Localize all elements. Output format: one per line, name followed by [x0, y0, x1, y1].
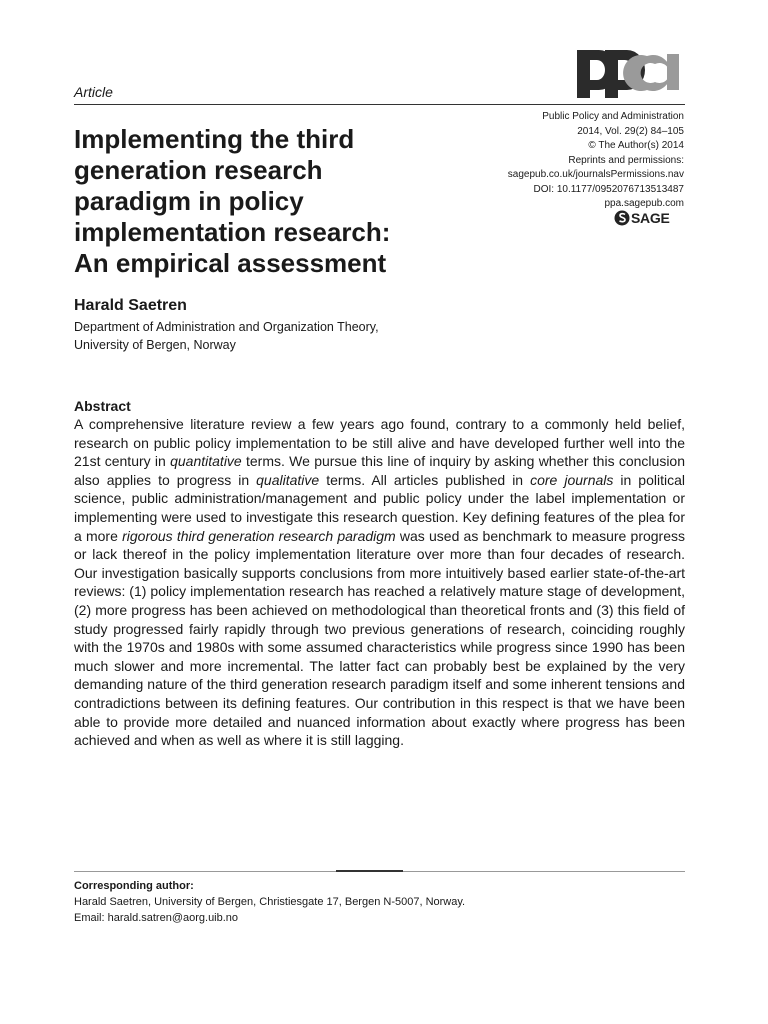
doi-link[interactable]: DOI: 10.1177/0952076713513487 [533, 183, 684, 195]
title-line: implementation research: [74, 217, 391, 247]
affiliation-line: University of Bergen, Norway [74, 337, 236, 352]
abstract-text: in political science, public administration/management and public policy under the label implementation or implementing were used to investigate this research question. Key defining features of the plea for a more [74, 471, 685, 544]
title-line: paradigm in policy [74, 186, 304, 216]
abstract-body [74, 415, 685, 750]
author-affiliation [74, 319, 379, 354]
ppa-journal-logo [575, 28, 685, 98]
title-line: generation research [74, 155, 323, 185]
corresponding-author-email[interactable]: Email: harald.satren@aorg.uib.no [74, 912, 239, 924]
abstract-text: A comprehensive literature review a few years ago found, contrary to a commonly held belief, research on public policy implementation to be still alive and have developed further well into the 21st century in [74, 416, 685, 470]
corresponding-author-address: Harald Saetren, University of Bergen, Christiesgate 17, Bergen N-5007, Norway. [74, 896, 466, 908]
abstract-italic-phrase: qualitative [256, 471, 320, 488]
title-line: Implementing the third [74, 124, 355, 154]
journal-volume: 2014, Vol. 29(2) 84–105 [577, 125, 684, 137]
paper-title [74, 124, 474, 279]
abstract-text: terms. All articles published in [319, 471, 531, 488]
abstract-heading: Abstract [74, 398, 131, 414]
article-type-label: Article [74, 84, 113, 100]
author-name: Harald Saetren [74, 297, 187, 314]
permissions-link[interactable]: sagepub.co.uk/journalsPermissions.nav [507, 169, 684, 180]
journal-site-link[interactable]: ppa.sagepub.com [604, 198, 684, 209]
title-line: An empirical assessment [74, 248, 387, 278]
affiliation-line: Department of Administration and Organization Theory, [74, 320, 379, 334]
journal-name: Public Policy and Administration [542, 111, 684, 122]
abstract-italic-phrase: core journals [530, 471, 614, 488]
reprints-label: Reprints and permissions: [568, 154, 684, 166]
journal-info-block [508, 110, 684, 212]
abstract-text: was used as benchmark to measure progress or lack thereof in the policy implementation literature over more than four decades of research. Our investigation basically supports conclusions from more intuitively based earlier state-of-the-art reviews: (1) policy implementation research has reached a relatively mature stage of development, (2) more progress has been achieved on methodological than theoretical fronts and (3) this field of study progressed fairly rapidly through two previous generations of research, coinciding roughly with the 1970s and 1980s with some assumed characteristics while progress since 1990 has been much slower and more incremental. The latter fact can probably best be explained by the very demanding nature of the third generation research paradigm itself and some inherent tensions and contradictions between its defining features. Our contribution in this respect is that we have been able to provide more detailed and nuanced information about exactly where progress has been achieved and when as well as where it is still lagging. [74, 527, 686, 749]
sage-logo-text: SAGE [631, 210, 670, 226]
abstract-italic-phrase: rigorous third generation research paradigm [122, 527, 396, 544]
header-divider [74, 104, 685, 105]
abstract-text: terms. We pursue this line of inquiry by asking whether this conclusion also applies to progress in [74, 453, 685, 488]
abstract-italic-phrase: quantitative [170, 453, 242, 470]
corresponding-author-heading: Corresponding author: [74, 880, 194, 892]
footnote-divider-accent [336, 870, 403, 872]
copyright-notice: © The Author(s) 2014 [588, 140, 684, 151]
